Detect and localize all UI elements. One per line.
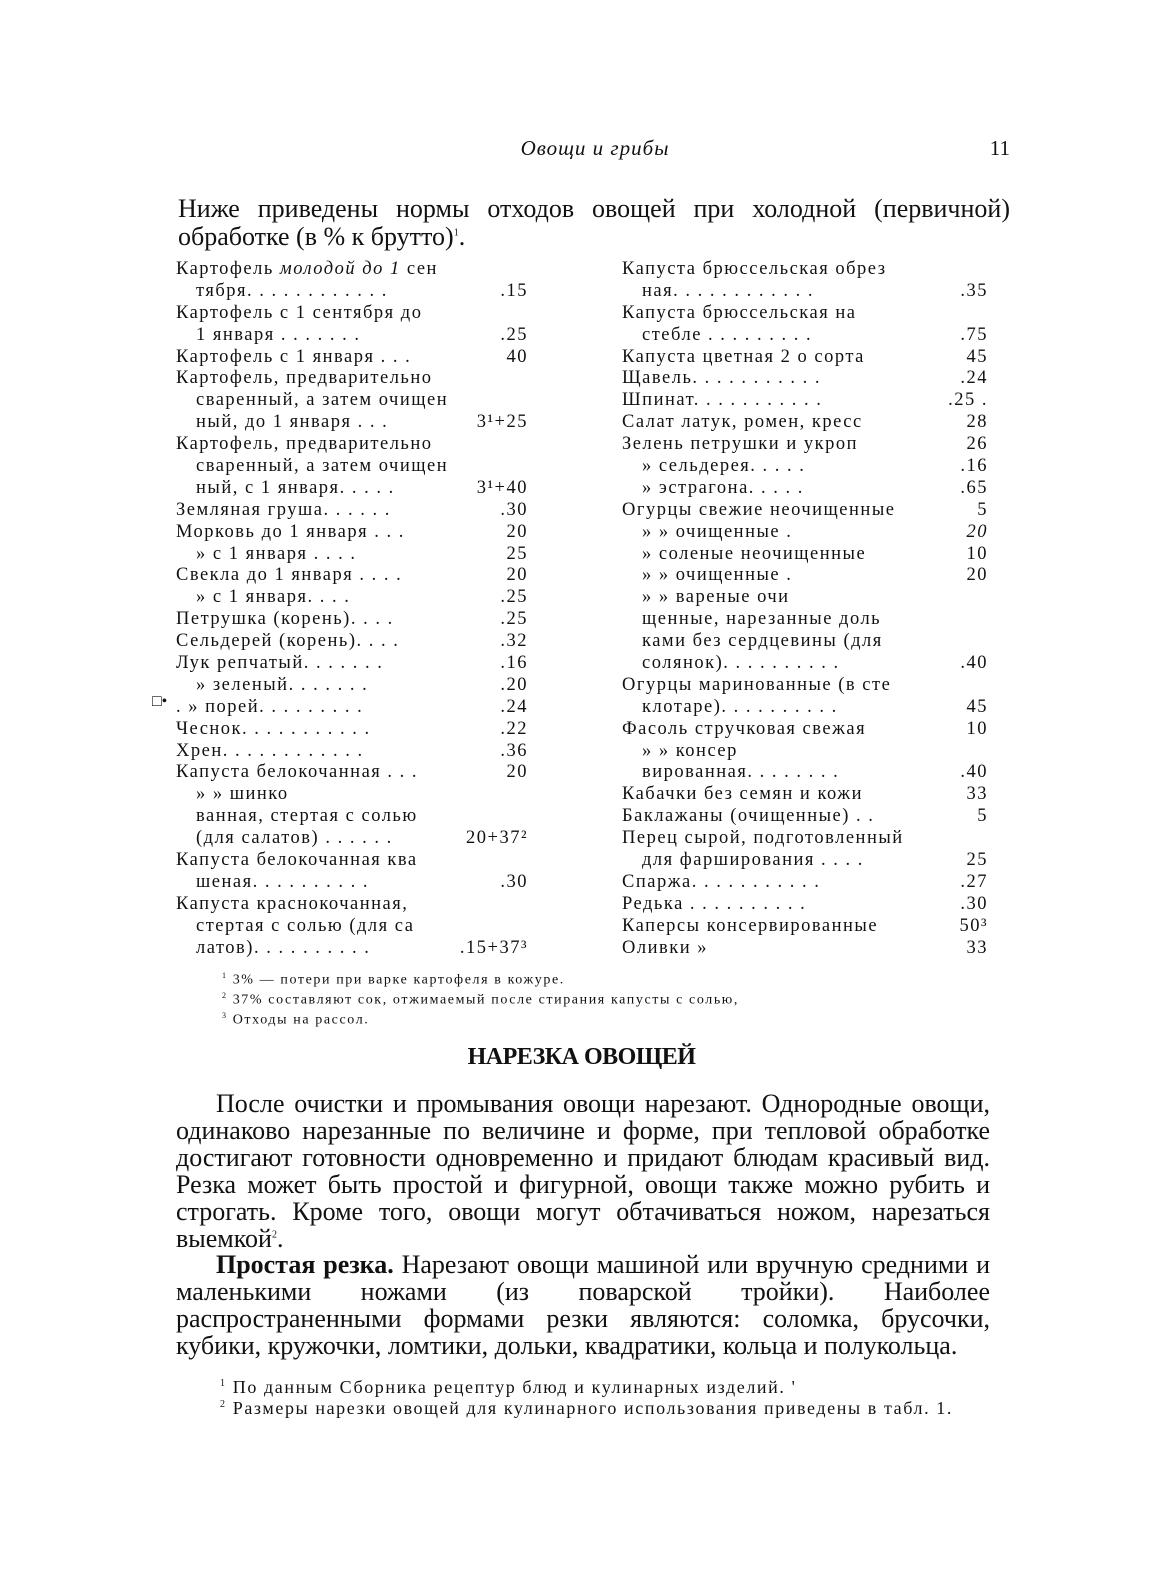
paragraph-1-text: После очистки и промывания овощи нарезают. Однородные овощи, одинаково нарезанные по величине и форме, при тепловой обработке достигают готовности одновременно и придают блюдам красивый вид. Резка может быть простой и фигурной, овощи также можно рубить и строгать. Кроме того, овощи могут обтачиваться ножом, нарезаться выемкой (176, 1089, 990, 1253)
footnote-2-number: 2 (220, 1399, 227, 1410)
left-table-row (176, 828, 528, 850)
row-value: 20 (506, 565, 528, 586)
left-table-row (176, 741, 528, 763)
row-value: 3¹+25 (476, 412, 528, 433)
left-table-row (176, 412, 528, 434)
row-label: (для салатов) . . . . . . (196, 828, 393, 849)
row-label: » » консер (642, 740, 738, 761)
section-heading: НАРЕЗКА ОВОЩЕЙ (467, 1044, 696, 1070)
row-value: .24 (960, 368, 988, 389)
row-label: » » шинко (196, 784, 289, 805)
row-label: » соленые неочищенные (642, 543, 867, 564)
right-table-row (622, 894, 988, 916)
paragraph-1-end: . (276, 1224, 284, 1253)
row-label: » » очищенные . (642, 521, 793, 542)
left-table-row (176, 631, 528, 653)
right-table-row (622, 609, 988, 631)
left-table-row (176, 522, 528, 544)
right-table-row (622, 456, 988, 478)
row-label: стертая с солью (для са (196, 915, 415, 936)
left-table-row (176, 544, 528, 566)
row-value: 45 (966, 696, 988, 717)
row-value: 40 (506, 346, 528, 367)
footnote-2 (176, 1398, 990, 1419)
row-label: Лук репчатый. . . . . . . (176, 653, 384, 674)
right-table-row (622, 478, 988, 500)
right-table-row (622, 281, 988, 303)
left-table-row (176, 325, 528, 347)
row-value: .40 (960, 653, 988, 674)
row-value: .25 (500, 324, 528, 345)
intro-paragraph (178, 195, 1010, 251)
row-label: Капуста брюссельская на (622, 302, 857, 323)
row-label: Картофель с 1 января . . . (176, 346, 412, 367)
running-header (180, 136, 1010, 166)
left-table-row (176, 500, 528, 522)
left-table-row (176, 784, 528, 806)
left-table-row (176, 938, 528, 960)
table-footnotes (222, 968, 942, 1028)
footnote-1 (176, 1377, 990, 1398)
waste-table-left-column (176, 259, 528, 960)
row-value: 25 (966, 850, 988, 871)
left-table-row (176, 894, 528, 916)
row-label: » с 1 января . . . . (196, 543, 357, 564)
row-label: Щавель. . . . . . . . . . . (622, 368, 822, 389)
row-value: 20 (966, 521, 988, 542)
right-table-row (622, 544, 988, 566)
row-label: » зеленый. . . . . . . (196, 674, 369, 695)
right-table-row (622, 390, 988, 412)
left-table-row (176, 806, 528, 828)
right-table-row (622, 587, 988, 609)
right-table-row (622, 500, 988, 522)
intro-end: . (458, 222, 466, 251)
row-value: 5 (977, 806, 988, 827)
row-value: 20 (966, 565, 988, 586)
row-label: Шпинат. . . . . . . . . . . (622, 390, 823, 411)
row-label-italic: молодой до 1 (279, 259, 401, 279)
row-label: щенные, нарезанные доль (642, 609, 882, 630)
row-label: Оливки » (622, 937, 708, 958)
right-table-row (622, 259, 988, 281)
right-table-row (622, 938, 988, 960)
row-value: .40 (960, 762, 988, 783)
row-label: » сельдерея. . . . . (642, 456, 806, 477)
left-table-row (176, 434, 528, 456)
row-label: Петрушка (корень). . . . (176, 609, 394, 630)
row-value: 33 (966, 784, 988, 805)
row-value: 10 (966, 543, 988, 564)
left-table-row (176, 368, 528, 390)
right-table-row (622, 347, 988, 369)
row-label: Редька . . . . . . . . . . (622, 893, 807, 914)
row-label: Картофель, предварительно (176, 368, 433, 389)
left-table-row (176, 456, 528, 478)
row-label: Спаржа. . . . . . . . . . . (622, 871, 821, 892)
row-value: 20 (506, 762, 528, 783)
row-label: Перец сырой, подготовленный (622, 828, 904, 849)
row-label: ный, с 1 января. . . . . (196, 477, 395, 498)
right-table-row (622, 916, 988, 938)
row-label: ванная, стертая с солью (196, 806, 418, 827)
row-label: Сельдерей (корень). . . . (176, 631, 400, 652)
row-label: сваренный, а затем очищен (196, 456, 449, 477)
row-label: Капуста краснокочанная, (176, 893, 409, 914)
row-value: 50³ (959, 915, 988, 936)
row-value: .25 (500, 609, 528, 630)
left-table-row (176, 565, 528, 587)
row-value: .15+37³ (459, 937, 528, 958)
left-table-row (176, 916, 528, 938)
right-table-row (622, 784, 988, 806)
right-table-row (622, 325, 988, 347)
row-label: Кабачки без семян и кожи (622, 784, 863, 805)
right-table-row (622, 719, 988, 741)
row-label: Салат латук, ромен, кресс (622, 412, 863, 433)
table-footnote (222, 968, 942, 988)
row-label: Фасоль стручковая свежая (622, 718, 867, 739)
footnote-1-text: По данным Сборника рецептур блюд и кулинарных изделий. ' (232, 1377, 797, 1397)
right-table-row (622, 522, 988, 544)
right-table-row (622, 741, 988, 763)
row-label: шеная. . . . . . . . . . (196, 871, 369, 892)
row-value: 33 (966, 937, 988, 958)
row-label: ная. . . . . . . . . . . . (642, 280, 814, 301)
row-value: .20 (500, 674, 528, 695)
row-value: 3¹+40 (476, 477, 528, 498)
table-footnote-text: 3% — потери при варке картофеля в кожуре. (227, 972, 565, 988)
row-label: тября. . . . . . . . . . . . (196, 280, 388, 301)
row-label: Морковь до 1 января . . . (176, 521, 405, 542)
row-label: Зелень петрушки и укроп (622, 434, 858, 455)
row-value: 20+37² (466, 828, 528, 849)
section-paragraph-2 (176, 1251, 990, 1359)
row-value: 10 (966, 718, 988, 739)
right-table-row (622, 806, 988, 828)
running-title: Овощи и грибы (520, 136, 670, 160)
left-table-row (176, 719, 528, 741)
row-value: 45 (966, 346, 988, 367)
row-label: Свекла до 1 января . . . . (176, 565, 403, 586)
right-table-row (622, 653, 988, 675)
paragraph-2-text: Нарезают овощи машиной или вручную средними и маленькими ножами (из поварской тройки). Наиболее распространенными формами резки являются: соломка, брусочки, кубики, кружочки, ломтики, дольки, квадратики, кольца и полукольца. (176, 1250, 990, 1360)
intro-text: Ниже приведены нормы отходов овощей при холодной (первичной) обработке (в % к брутто) (178, 194, 1010, 251)
row-label-part: Картофель (176, 259, 280, 279)
row-value: 26 (966, 434, 988, 455)
row-value: .16 (500, 653, 528, 674)
row-value: 25 (506, 543, 528, 564)
right-table-row (622, 850, 988, 872)
left-table-row (176, 872, 528, 894)
left-table-row (176, 653, 528, 675)
row-label: Хрен. . . . . . . . . . . . (176, 740, 364, 761)
row-label: Картофель с 1 сентября до (176, 302, 423, 323)
right-table-row (622, 762, 988, 784)
section-paragraph-1 (176, 1090, 990, 1252)
table-footnote (222, 1008, 942, 1028)
row-value: .27 (960, 871, 988, 892)
row-value: .65 (960, 477, 988, 498)
row-label: Чеснок. . . . . . . . . . . (176, 718, 371, 739)
row-label: клотаре). . . . . . . . . . (642, 696, 838, 717)
row-label: Картофель, предварительно (176, 434, 433, 455)
row-label: Капуста белокочанная ква (176, 850, 418, 871)
table-footnote (222, 988, 942, 1008)
row-label: латов). . . . . . . . . . (196, 937, 371, 958)
table-footnote-number: 3 (222, 1011, 228, 1021)
row-label: вированная. . . . . . . . (642, 762, 840, 783)
row-label: солянок). . . . . . . . . . (642, 653, 840, 674)
right-table-row (622, 412, 988, 434)
left-table-row (176, 697, 528, 719)
right-table-row (622, 434, 988, 456)
row-value: .30 (500, 871, 528, 892)
right-table-row (622, 828, 988, 850)
row-value: 20 (506, 521, 528, 542)
left-table-row (176, 259, 528, 281)
right-table-row (622, 872, 988, 894)
row-label: ный, до 1 января . . . (196, 412, 389, 433)
row-value: .32 (500, 631, 528, 652)
right-table-row (622, 303, 988, 325)
left-table-row (176, 850, 528, 872)
left-table-row (176, 675, 528, 697)
row-value: .35 (960, 280, 988, 301)
row-label: Баклажаны (очищенные) . . (622, 806, 875, 827)
right-table-row (622, 675, 988, 697)
margin-mark: □• (152, 693, 168, 710)
row-value: .16 (960, 456, 988, 477)
row-label-part: сен (400, 259, 438, 279)
left-table-row (176, 478, 528, 500)
row-label: стебле . . . . . . . . . (642, 324, 813, 345)
row-label: Каперсы консервированные (622, 915, 879, 936)
row-label: сваренный, а затем очищен (196, 390, 449, 411)
row-value: .25 . (948, 390, 988, 411)
row-label: Огурцы маринованные (в сте (622, 674, 892, 695)
paragraph-1-footnote-ref: 2 (271, 1229, 277, 1241)
row-value: .30 (500, 499, 528, 520)
row-label: Земляная груша. . . . . . (176, 499, 391, 520)
row-label (176, 259, 480, 280)
paragraph-2-lead: Простая резка. (216, 1250, 394, 1279)
left-table-row (176, 347, 528, 369)
row-label: 1 января . . . . . . . (196, 324, 361, 345)
page-number: 11 (989, 136, 1010, 160)
row-value: .24 (500, 696, 528, 717)
left-table-row (176, 609, 528, 631)
row-label: ками без сердцевины (для (642, 631, 883, 652)
row-label: » » вареные очи (642, 587, 790, 608)
left-table-row (176, 762, 528, 784)
table-footnote-number: 2 (222, 991, 228, 1001)
row-value: 5 (977, 499, 988, 520)
row-label: Капуста брюссельская обрез (622, 259, 887, 279)
table-footnote-text: Отходы на рассол. (227, 1012, 370, 1028)
table-footnote-text: 37% составляют сок, отжимаемый после стирания капусты с солью, (227, 992, 739, 1008)
row-label: Капуста цветная 2 о сорта (622, 346, 865, 367)
row-label: Капуста белокочанная . . . (176, 762, 419, 783)
waste-table-right-column (622, 259, 988, 960)
row-label: для фарширования . . . . (642, 850, 864, 871)
left-table-row (176, 587, 528, 609)
right-table-row (622, 631, 988, 653)
row-value: .22 (500, 718, 528, 739)
row-label: » эстрагона. . . . . (642, 477, 804, 498)
row-value: .75 (960, 324, 988, 345)
row-label: Огурцы свежие неочищенные (622, 499, 896, 520)
right-table-row (622, 565, 988, 587)
left-table-row (176, 390, 528, 412)
row-value: .25 (500, 587, 528, 608)
footnote-2-text: Размеры нарезки овощей для кулинарного использования приведены в табл. 1. (232, 1398, 954, 1418)
row-value: .36 (500, 740, 528, 761)
footnote-1-number: 1 (220, 1378, 227, 1389)
right-table-row (622, 697, 988, 719)
row-label: » с 1 января. . . . (196, 587, 351, 608)
left-table-row (176, 281, 528, 303)
row-label: » » очищенные . (642, 565, 793, 586)
row-label: . » порей. . . . . . . . . (176, 696, 364, 717)
right-table-row (622, 368, 988, 390)
table-footnote-number: 1 (222, 971, 228, 980)
left-table-row (176, 303, 528, 325)
row-value: .30 (960, 893, 988, 914)
row-value: 28 (966, 412, 988, 433)
row-value: .15 (500, 280, 528, 301)
intro-footnote-ref: 1 (453, 227, 459, 239)
